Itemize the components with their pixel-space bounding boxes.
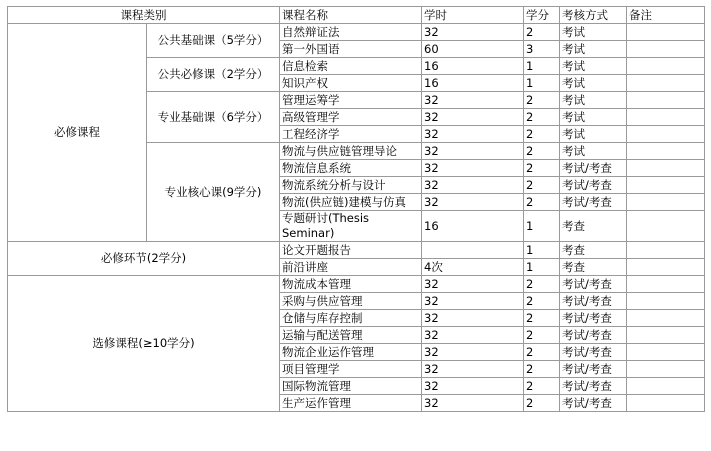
remarks-cell (627, 259, 705, 276)
hours-cell: 4次 (422, 259, 524, 276)
table-row (8, 24, 705, 41)
credits-cell: 3 (524, 41, 560, 58)
course-name-cell: 物流成本管理 (280, 276, 422, 293)
remarks-cell (627, 92, 705, 109)
course-name-cell: 专题研讨(Thesis Seminar) (280, 211, 422, 242)
hours-cell: 60 (422, 41, 524, 58)
remarks-cell (627, 395, 705, 412)
subgroup-major-core: 专业核心课(9学分) (147, 143, 280, 242)
hours-cell: 16 (422, 58, 524, 75)
course-name-cell: 仓储与库存控制 (280, 310, 422, 327)
remarks-cell (627, 378, 705, 395)
hours-cell: 32 (422, 109, 524, 126)
course-name-cell: 生产运作管理 (280, 395, 422, 412)
exam-method-cell: 考试 (560, 24, 627, 41)
exam-method-cell: 考试/考查 (560, 344, 627, 361)
credits-cell: 2 (524, 344, 560, 361)
credits-cell: 2 (524, 24, 560, 41)
hours-cell: 32 (422, 24, 524, 41)
remarks-cell (627, 242, 705, 259)
hours-cell: 16 (422, 75, 524, 92)
exam-method-cell: 考试/考查 (560, 310, 627, 327)
course-name-cell: 论文开题报告 (280, 242, 422, 259)
hours-cell: 32 (422, 395, 524, 412)
group-elective: 选修课程(≥10学分) (8, 276, 280, 412)
course-name-cell: 信息检索 (280, 58, 422, 75)
header-remarks: 备注 (627, 7, 705, 24)
credits-cell: 2 (524, 293, 560, 310)
hours-cell: 32 (422, 378, 524, 395)
course-name-cell: 物流企业运作管理 (280, 344, 422, 361)
credits-cell: 1 (524, 58, 560, 75)
hours-cell: 32 (422, 361, 524, 378)
header-row (8, 7, 705, 24)
group-required-link: 必修环节(2学分) (8, 242, 280, 276)
course-name-cell: 物流信息系统 (280, 160, 422, 177)
exam-method-cell: 考试/考查 (560, 194, 627, 211)
course-name-cell: 运输与配送管理 (280, 327, 422, 344)
hours-cell: 32 (422, 327, 524, 344)
course-name-cell: 第一外国语 (280, 41, 422, 58)
credits-cell: 1 (524, 75, 560, 92)
subgroup-major-basic: 专业基础课（6学分） (147, 92, 280, 143)
credits-cell: 2 (524, 395, 560, 412)
hours-cell: 32 (422, 276, 524, 293)
subgroup-public-basic: 公共基础课（5学分） (147, 24, 280, 58)
credits-cell: 2 (524, 143, 560, 160)
remarks-cell (627, 211, 705, 242)
remarks-cell (627, 293, 705, 310)
table-row (8, 276, 705, 293)
remarks-cell (627, 126, 705, 143)
course-name-cell: 高级管理学 (280, 109, 422, 126)
remarks-cell (627, 276, 705, 293)
course-name-cell: 采购与供应管理 (280, 293, 422, 310)
course-name-cell: 管理运筹学 (280, 92, 422, 109)
hours-cell: 32 (422, 92, 524, 109)
remarks-cell (627, 24, 705, 41)
header-exam-method: 考核方式 (560, 7, 627, 24)
credits-cell: 2 (524, 126, 560, 143)
remarks-cell (627, 143, 705, 160)
exam-method-cell: 考试 (560, 58, 627, 75)
course-name-cell: 自然辩证法 (280, 24, 422, 41)
exam-method-cell: 考试 (560, 143, 627, 160)
exam-method-cell: 考查 (560, 242, 627, 259)
header-category: 课程类别 (8, 7, 280, 24)
subgroup-public-required: 公共必修课（2学分） (147, 58, 280, 92)
hours-cell: 32 (422, 194, 524, 211)
remarks-cell (627, 194, 705, 211)
exam-method-cell: 考试/考查 (560, 293, 627, 310)
course-name-cell: 知识产权 (280, 75, 422, 92)
exam-method-cell: 考试/考查 (560, 361, 627, 378)
curriculum-table (7, 6, 705, 412)
credits-cell: 2 (524, 160, 560, 177)
credits-cell: 1 (524, 242, 560, 259)
hours-cell: 32 (422, 160, 524, 177)
remarks-cell (627, 160, 705, 177)
credits-cell: 2 (524, 378, 560, 395)
exam-method-cell: 考试 (560, 92, 627, 109)
remarks-cell (627, 327, 705, 344)
remarks-cell (627, 361, 705, 378)
hours-cell (422, 242, 524, 259)
course-name-cell: 国际物流管理 (280, 378, 422, 395)
exam-method-cell: 考试/考查 (560, 378, 627, 395)
exam-method-cell: 考查 (560, 259, 627, 276)
course-name-cell: 工程经济学 (280, 126, 422, 143)
credits-cell: 2 (524, 276, 560, 293)
credits-cell: 1 (524, 259, 560, 276)
table-row (8, 242, 705, 259)
exam-method-cell: 考试/考查 (560, 327, 627, 344)
group-required: 必修课程 (8, 24, 147, 242)
remarks-cell (627, 310, 705, 327)
credits-cell: 2 (524, 327, 560, 344)
course-name-cell: 物流(供应链)建模与仿真 (280, 194, 422, 211)
credits-cell: 2 (524, 310, 560, 327)
remarks-cell (627, 109, 705, 126)
remarks-cell (627, 58, 705, 75)
hours-cell: 32 (422, 126, 524, 143)
header-course-name: 课程名称 (280, 7, 422, 24)
remarks-cell (627, 75, 705, 92)
exam-method-cell: 考试/考查 (560, 177, 627, 194)
hours-cell: 32 (422, 143, 524, 160)
exam-method-cell: 考试 (560, 109, 627, 126)
hours-cell: 32 (422, 293, 524, 310)
header-hours: 学时 (422, 7, 524, 24)
credits-cell: 2 (524, 92, 560, 109)
exam-method-cell: 考查 (560, 211, 627, 242)
course-name-cell: 前沿讲座 (280, 259, 422, 276)
credits-cell: 2 (524, 361, 560, 378)
remarks-cell (627, 41, 705, 58)
hours-cell: 16 (422, 211, 524, 242)
credits-cell: 2 (524, 177, 560, 194)
exam-method-cell: 考试 (560, 41, 627, 58)
hours-cell: 32 (422, 310, 524, 327)
credits-cell: 2 (524, 109, 560, 126)
exam-method-cell: 考试 (560, 75, 627, 92)
remarks-cell (627, 177, 705, 194)
remarks-cell (627, 344, 705, 361)
course-name-cell: 物流系统分析与设计 (280, 177, 422, 194)
course-name-cell: 项目管理学 (280, 361, 422, 378)
course-name-cell: 物流与供应链管理导论 (280, 143, 422, 160)
exam-method-cell: 考试/考查 (560, 395, 627, 412)
header-credits: 学分 (524, 7, 560, 24)
exam-method-cell: 考试/考查 (560, 160, 627, 177)
exam-method-cell: 考试/考查 (560, 276, 627, 293)
credits-cell: 1 (524, 211, 560, 242)
credits-cell: 2 (524, 194, 560, 211)
exam-method-cell: 考试 (560, 126, 627, 143)
hours-cell: 32 (422, 344, 524, 361)
hours-cell: 32 (422, 177, 524, 194)
